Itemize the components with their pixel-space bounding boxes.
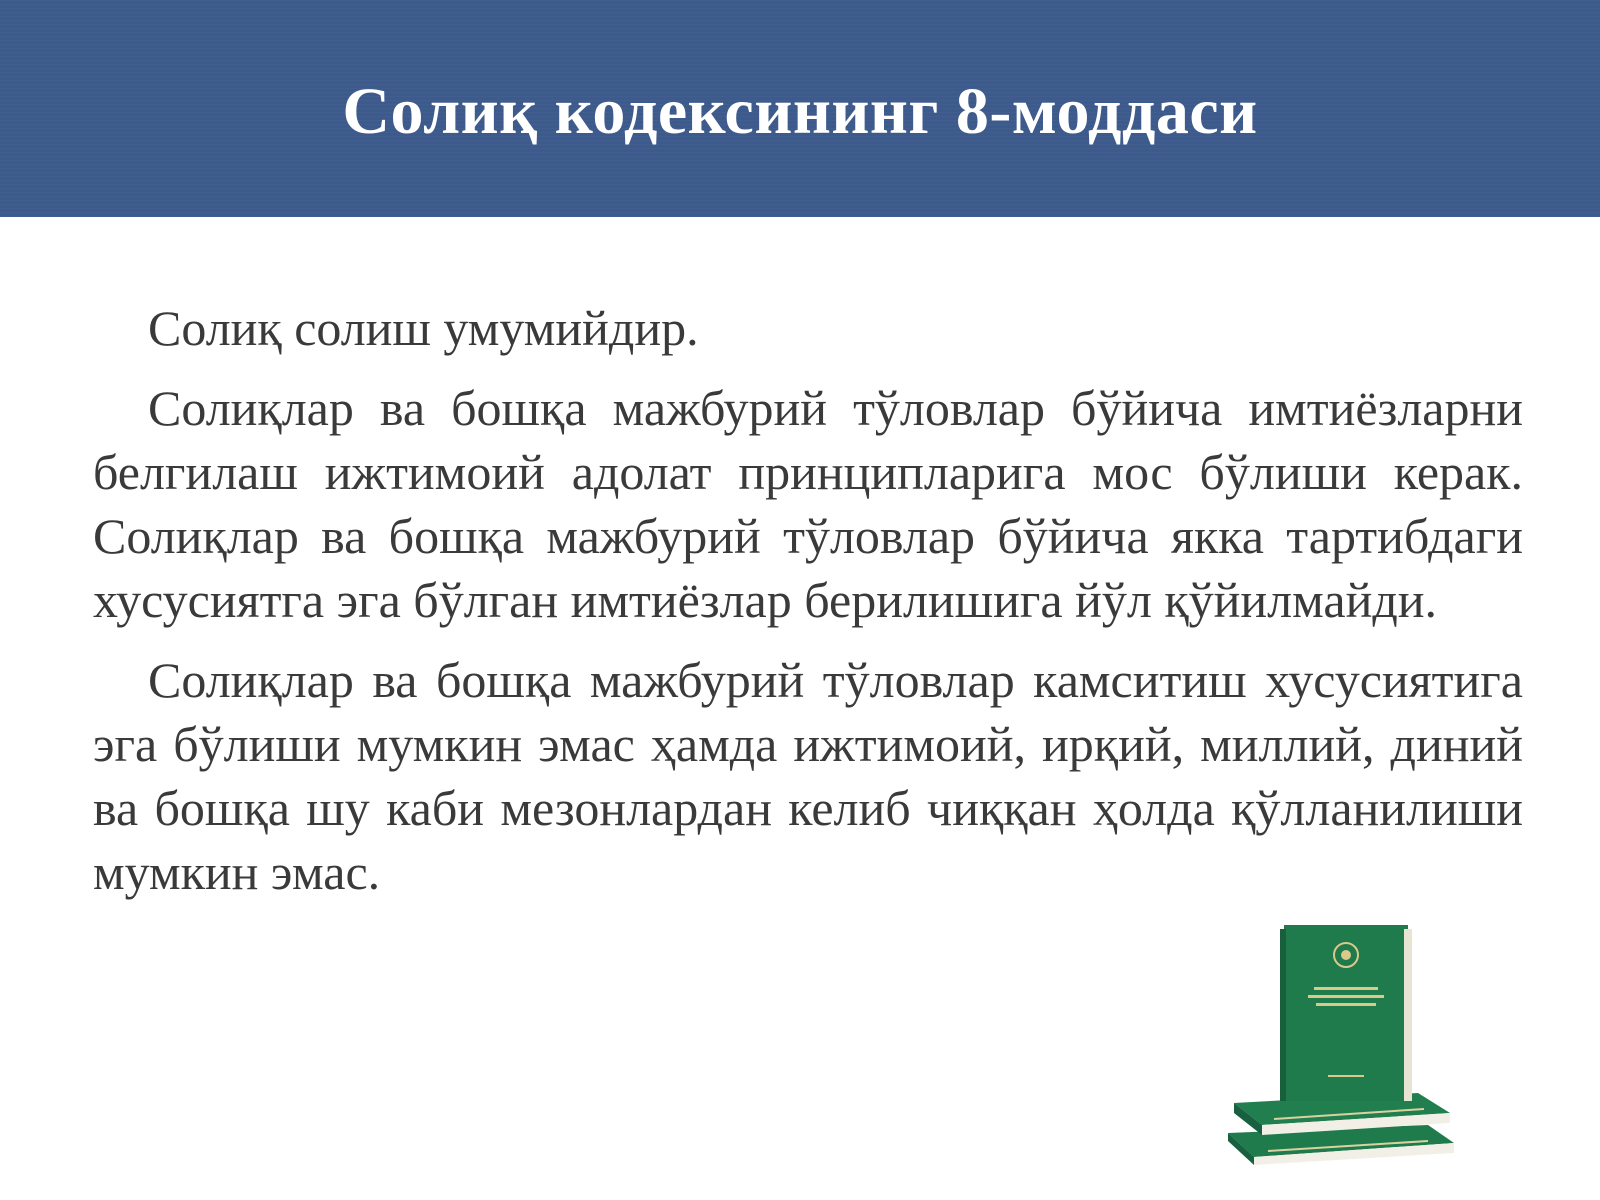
book-stack-icon <box>1228 925 1464 1165</box>
standing-book <box>1280 925 1412 1101</box>
paragraph-1: Солиқ солиш умумийдир. <box>148 300 699 356</box>
paragraph-3: Солиқлар ва бошқа мажбурий тўловлар камситиш хусусиятига эга бўлиши мумкин эмас ҳамда ижтимоий, ирқий, миллий, диний ва бошқа шу каби мезонлардан келиб чиққан ҳолда қўлланилиши мумкин эмас. <box>93 652 1523 900</box>
paragraph-2: Солиқлар ва бошқа мажбурий тўловлар бўйича имтиёзларни белгилаш ижтимоий адолат принципларига мос бўлиши керак. Солиқлар ва бошқа мажбурий тўловлар бўйича якка тартибдаги хусусиятга эга бўлган имтиёзлар берилишига йўл қўйилмайди. <box>93 380 1523 628</box>
slide-header <box>0 0 1600 217</box>
slide-title: Солиқ кодексининг 8-моддаси <box>342 75 1258 148</box>
tax-code-book-image <box>1228 925 1464 1165</box>
slide-body <box>93 296 1523 920</box>
